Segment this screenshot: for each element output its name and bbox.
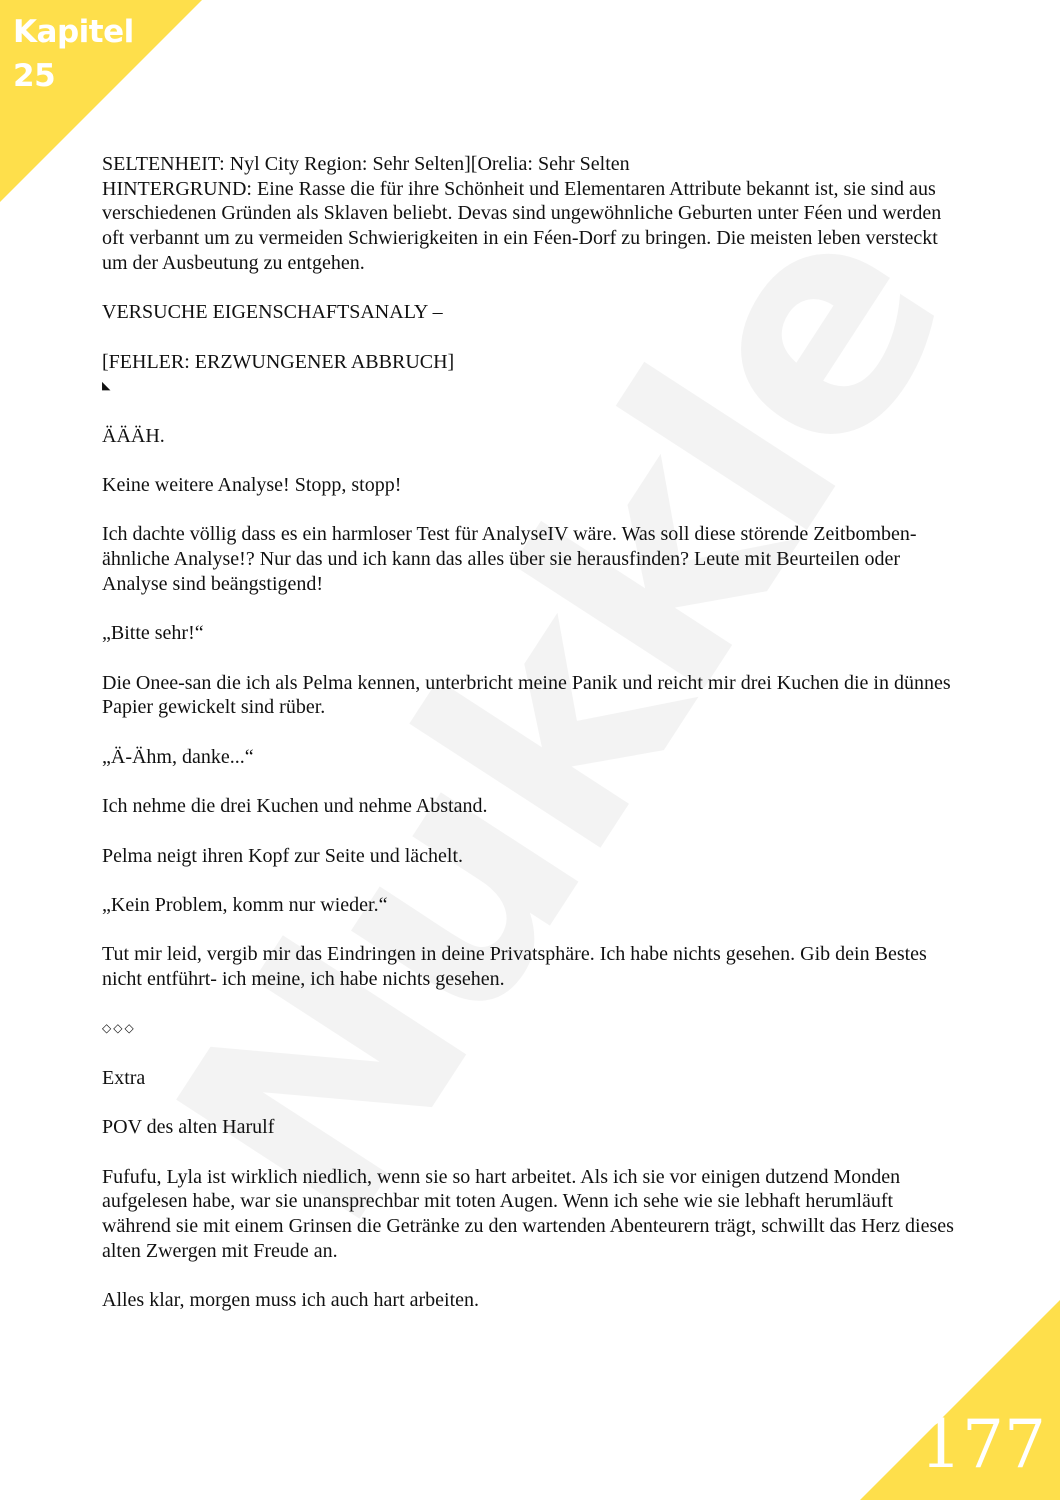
error-line: [FEHLER: ERZWUNGENER ABBRUCH] — [102, 350, 455, 373]
pov-heading: POV des alten Harulf — [102, 1116, 275, 1139]
corner-arrow-icon: ◣ — [102, 380, 111, 393]
paragraph: Pelma neigt ihren Kopf zur Seite und lächelt. — [102, 844, 464, 867]
paragraph: ÄÄÄH. — [102, 424, 165, 447]
analysis-attempt-line: VERSUCHE EIGENSCHAFTSANALY – — [102, 301, 443, 324]
rarity-line: SELTENHEIT: Nyl City Region: Sehr Selten][Orelia: Sehr Selten — [102, 153, 630, 175]
paragraph: Die Onee-san die ich als Pelma kennen, unterbricht meine Panik und reicht mir drei Kuchen die in dünnes Papier gewickelt sind rüber. — [102, 671, 951, 719]
paragraph: Fufufu, Lyla ist wirklich niedlich, wenn sie so hart arbeitet. Als ich sie vor einigen dutzend Monden aufgelesen habe, war sie unansprechbar mit toten Augen. Wenn ich sehe wie sie lebhaft herumläuft während sie mit einem Grinsen die Getränke zu den wartenden Abenteurern trägt, schwillt das Herz dieses alten Zwergen mit Freude an. — [102, 1165, 954, 1262]
chapter-word: Kapitel — [13, 14, 134, 50]
page-number: 177 — [920, 1406, 1046, 1483]
section-break-ornament: ◇◇◇ — [102, 1021, 136, 1036]
background-paragraph: HINTERGRUND: Eine Rasse die für ihre Schönheit und Elementaren Attribute bekannt ist, sie sind aus verschiedenen Gründen als Sklaven beliebt. Devas sind ungewöhnliche Geburten unter Féen und werden oft verbannt um zu vermeiden Schwierigkeiten in ein Féen-Dorf zu bringen. Die meisten leben versteckt um der Ausbeutung zu entgehen. — [102, 177, 942, 274]
chapter-number: 25 — [13, 58, 56, 94]
chapter-label — [13, 10, 134, 98]
paragraph: Keine weitere Analyse! Stopp, stopp! — [102, 474, 402, 497]
dialogue: „Kein Problem, komm nur wieder.“ — [102, 893, 388, 916]
paragraph: Tut mir leid, vergib mir das Eindringen in deine Privatsphäre. Ich habe nichts gesehen. Gib dein Bestes nicht entführt- ich meine, ich habe nichts gesehen. — [102, 943, 927, 991]
page-body — [102, 152, 964, 1337]
dialogue: „Ä-Ähm, danke...“ — [102, 745, 254, 768]
section-heading: Extra — [102, 1066, 146, 1089]
dialogue: „Bitte sehr!“ — [102, 622, 204, 645]
paragraph: Alles klar, morgen muss ich auch hart arbeiten. — [102, 1289, 480, 1312]
paragraph: Ich nehme die drei Kuchen und nehme Abstand. — [102, 795, 488, 818]
paragraph: Ich dachte völlig dass es ein harmloser Test für AnalyseIV wäre. Was soll diese störende Zeitbomben-ähnliche Analyse!? Nur das und ich kann das alles über sie herausfinden? Leute mit Beurteilen oder Analyse sind beängstigend! — [102, 523, 917, 595]
